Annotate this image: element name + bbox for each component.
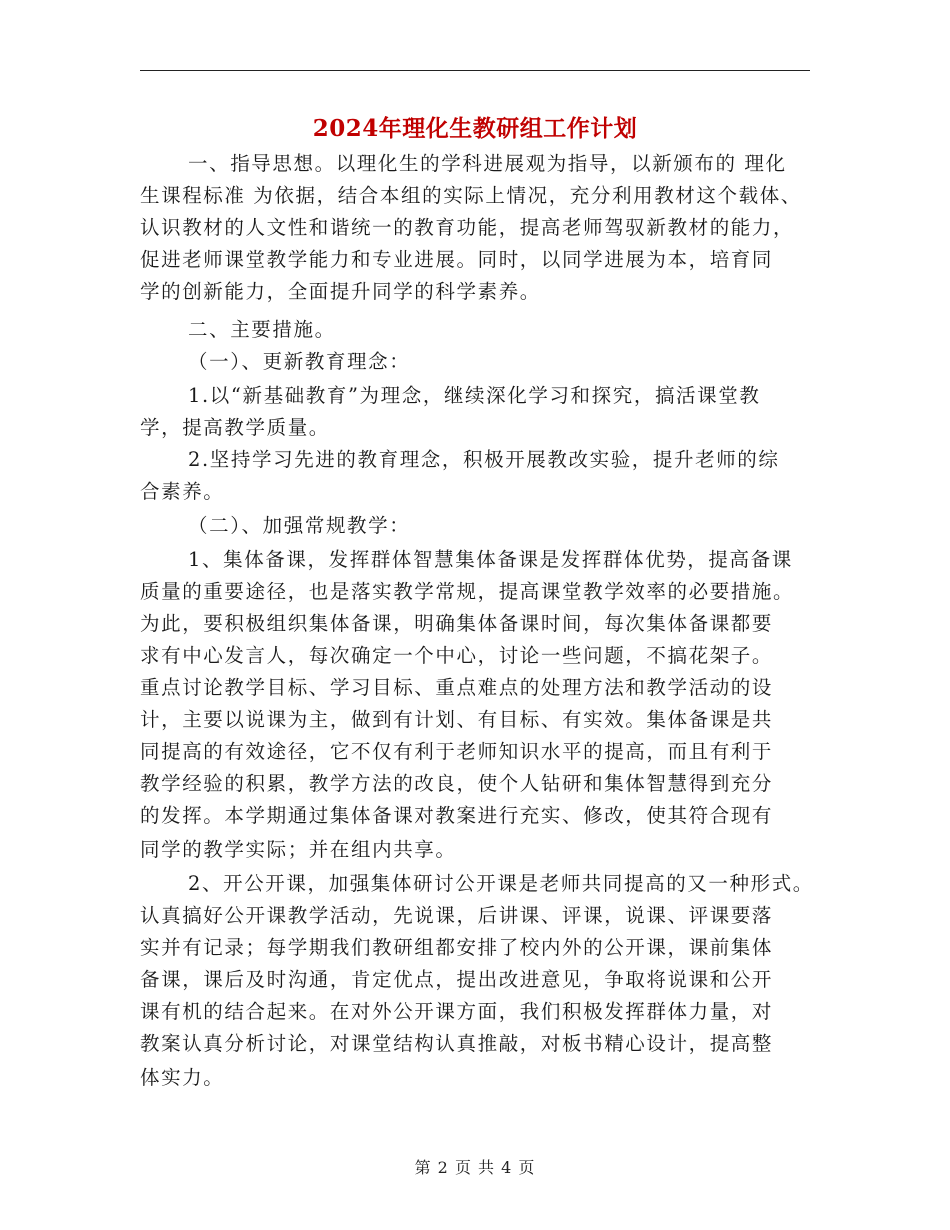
body-line: 计，主要以说课为主，做到有计划、有目标、有实效。集体备课是共 bbox=[140, 708, 774, 731]
body-line: 同提高的有效途径，它不仅有利于老师知识水平的提高，而且有利于 bbox=[140, 740, 774, 763]
body-line: 的发挥。本学期通过集体备课对教案进行充实、修改，使其符合现有 bbox=[140, 804, 774, 827]
body-line: 1、集体备课，发挥群体智慧集体备课是发挥群体优势，提高备课 bbox=[188, 548, 793, 571]
body-line: 备课，课后及时沟通，肯定优点，提出改进意见，争取将说课和公开 bbox=[140, 968, 774, 991]
body-line: 教学经验的积累，教学方法的改良，使个人钻研和集体智慧得到充分 bbox=[140, 772, 774, 795]
section-heading: 二、主要措施。 bbox=[188, 318, 336, 341]
body-line: 生课程标准 为依据，结合本组的实际上情况，充分利用教材这个载体、 bbox=[140, 184, 802, 207]
body-line: 1.以“新基础教育”为理念，继续深化学习和探究，搞活课堂教 bbox=[188, 384, 761, 407]
body-line: 重点讨论教学目标、学习目标、重点难点的处理方法和教学活动的设 bbox=[140, 676, 774, 699]
body-line: 学的创新能力，全面提升同学的科学素养。 bbox=[140, 280, 541, 303]
body-line: 教案认真分析讨论，对课堂结构认真推敲，对板书精心设计，提高整 bbox=[140, 1032, 774, 1055]
body-line: 认真搞好公开课教学活动，先说课，后讲课、评课，说课、评课要落 bbox=[140, 904, 774, 927]
subsection-heading: （二）、加强常规教学： bbox=[188, 514, 411, 537]
body-line: 求有中心发言人，每次确定一个中心，讨论一些问题，不搞花架子。 bbox=[140, 644, 774, 667]
body-line: 2.坚持学习先进的教育理念，积极开展教改实验，提升老师的综 bbox=[188, 448, 780, 471]
body-line: 同学的教学实际；并在组内共享。 bbox=[140, 838, 457, 861]
body-line: 实并有记录；每学期我们教研组都安排了校内外的公开课，课前集体 bbox=[140, 936, 774, 959]
body-line: 质量的重要途径，也是落实教学常规，提高课堂教学效率的必要措施。 bbox=[140, 580, 795, 603]
page-number: 第 2 页 共 4 页 bbox=[414, 1158, 536, 1177]
document-title: 2024年理化生教研组工作计划 bbox=[312, 115, 638, 142]
body-line: 课有机的结合起来。在对外公开课方面，我们积极发挥群体力量，对 bbox=[140, 1000, 774, 1023]
body-line: 体实力。 bbox=[140, 1066, 225, 1089]
body-line: 为此，要积极组织集体备课，明确集体备课时间，每次集体备课都要 bbox=[140, 612, 774, 635]
body-line: 学，提高教学质量。 bbox=[140, 416, 330, 439]
subsection-heading: （一）、更新教育理念： bbox=[188, 350, 411, 373]
body-line: 促进老师课堂教学能力和专业进展。同时，以同学进展为本，培育同 bbox=[140, 248, 774, 271]
header-rule bbox=[140, 70, 810, 71]
body-line: 2、开公开课，加强集体研讨公开课是老师共同提高的又一种形式。 bbox=[188, 872, 814, 895]
body-line: 认识教材的人文性和谐统一的教育功能，提高老师驾驭新教材的能力， bbox=[140, 216, 795, 239]
body-line: 合素养。 bbox=[140, 480, 225, 503]
body-line: 一、指导思想。以理化生的学科进展观为指导，以新颁布的 理化 bbox=[188, 152, 787, 175]
